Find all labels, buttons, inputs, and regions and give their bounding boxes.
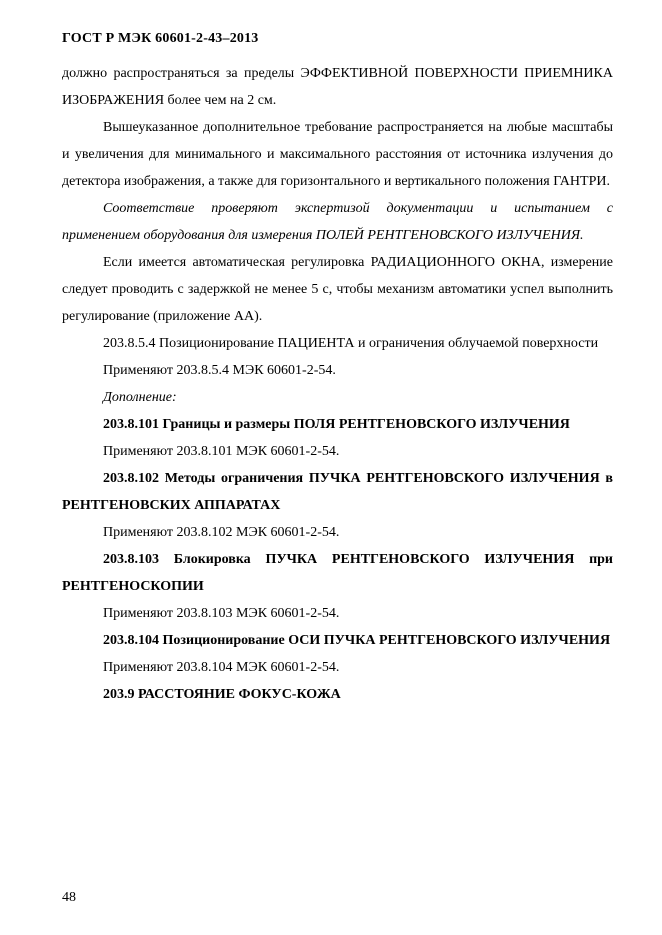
paragraph-continuation: должно распространяться за пределы ЭФФЕКТИВНОЙ ПОВЕРХНОСТИ ПРИЕМНИКА ИЗОБРАЖЕНИЯ более чем на 2 см. xyxy=(62,66,613,108)
addition-label: Дополнение: xyxy=(103,390,177,405)
clause-203-8-102-text: Применяют 203.8.102 МЭК 60601-2-54. xyxy=(103,525,340,540)
clause-203-9-heading: 203.9 РАССТОЯНИЕ ФОКУС-КОЖА xyxy=(103,687,341,702)
page-number: 48 xyxy=(62,890,76,905)
clause-203-8-5-4-heading: 203.8.5.4 Позиционирование ПАЦИЕНТА и ограничения облучаемой поверхности xyxy=(103,336,599,351)
clause-203-8-101-heading: 203.8.101 Границы и размеры ПОЛЯ РЕНТГЕНОВСКОГО ИЗЛУЧЕНИЯ xyxy=(103,417,570,432)
clause-203-8-104-text: Применяют 203.8.104 МЭК 60601-2-54. xyxy=(103,660,340,675)
document-body xyxy=(62,60,613,708)
paragraph-automatic-adjustment: Если имеется автоматическая регулировка РАДИАЦИОННОГО ОКНА, измерение следует проводить с задержкой не менее 5 с, чтобы механизм автоматики успел выполнить регулирование (приложение АА). xyxy=(62,255,613,324)
clause-203-8-103-heading: 203.8.103 Блокировка ПУЧКА РЕНТГЕНОВСКОГО ИЗЛУЧЕНИЯ при РЕНТГЕНОСКОПИИ xyxy=(62,552,613,594)
clause-203-8-101-text: Применяют 203.8.101 МЭК 60601-2-54. xyxy=(103,444,340,459)
clause-203-8-5-4-text: Применяют 203.8.5.4 МЭК 60601-2-54. xyxy=(103,363,336,378)
clause-203-8-102-heading: 203.8.102 Методы ограничения ПУЧКА РЕНТГЕНОВСКОГО ИЗЛУЧЕНИЯ в РЕНТГЕНОВСКИХ АППАРАТАХ xyxy=(62,471,613,513)
clause-203-8-104-heading: 203.8.104 Позиционирование ОСИ ПУЧКА РЕНТГЕНОВСКОГО ИЗЛУЧЕНИЯ xyxy=(103,633,611,648)
paragraph-requirement: Вышеуказанное дополнительное требование распространяется на любые масштабы и увеличения для минимального и максимального расстояния от источника излучения до детектора изображения, а также для горизонтального и вертикального положения ГАНТРИ. xyxy=(62,120,613,189)
paragraph-compliance: Соответствие проверяют экспертизой документации и испытанием с применением оборудования для измерения ПОЛЕЙ РЕНТГЕНОВСКОГО ИЗЛУЧЕНИЯ. xyxy=(62,201,613,243)
document-header: ГОСТ Р МЭК 60601-2-43–2013 xyxy=(62,31,259,46)
clause-203-8-103-text: Применяют 203.8.103 МЭК 60601-2-54. xyxy=(103,606,340,621)
